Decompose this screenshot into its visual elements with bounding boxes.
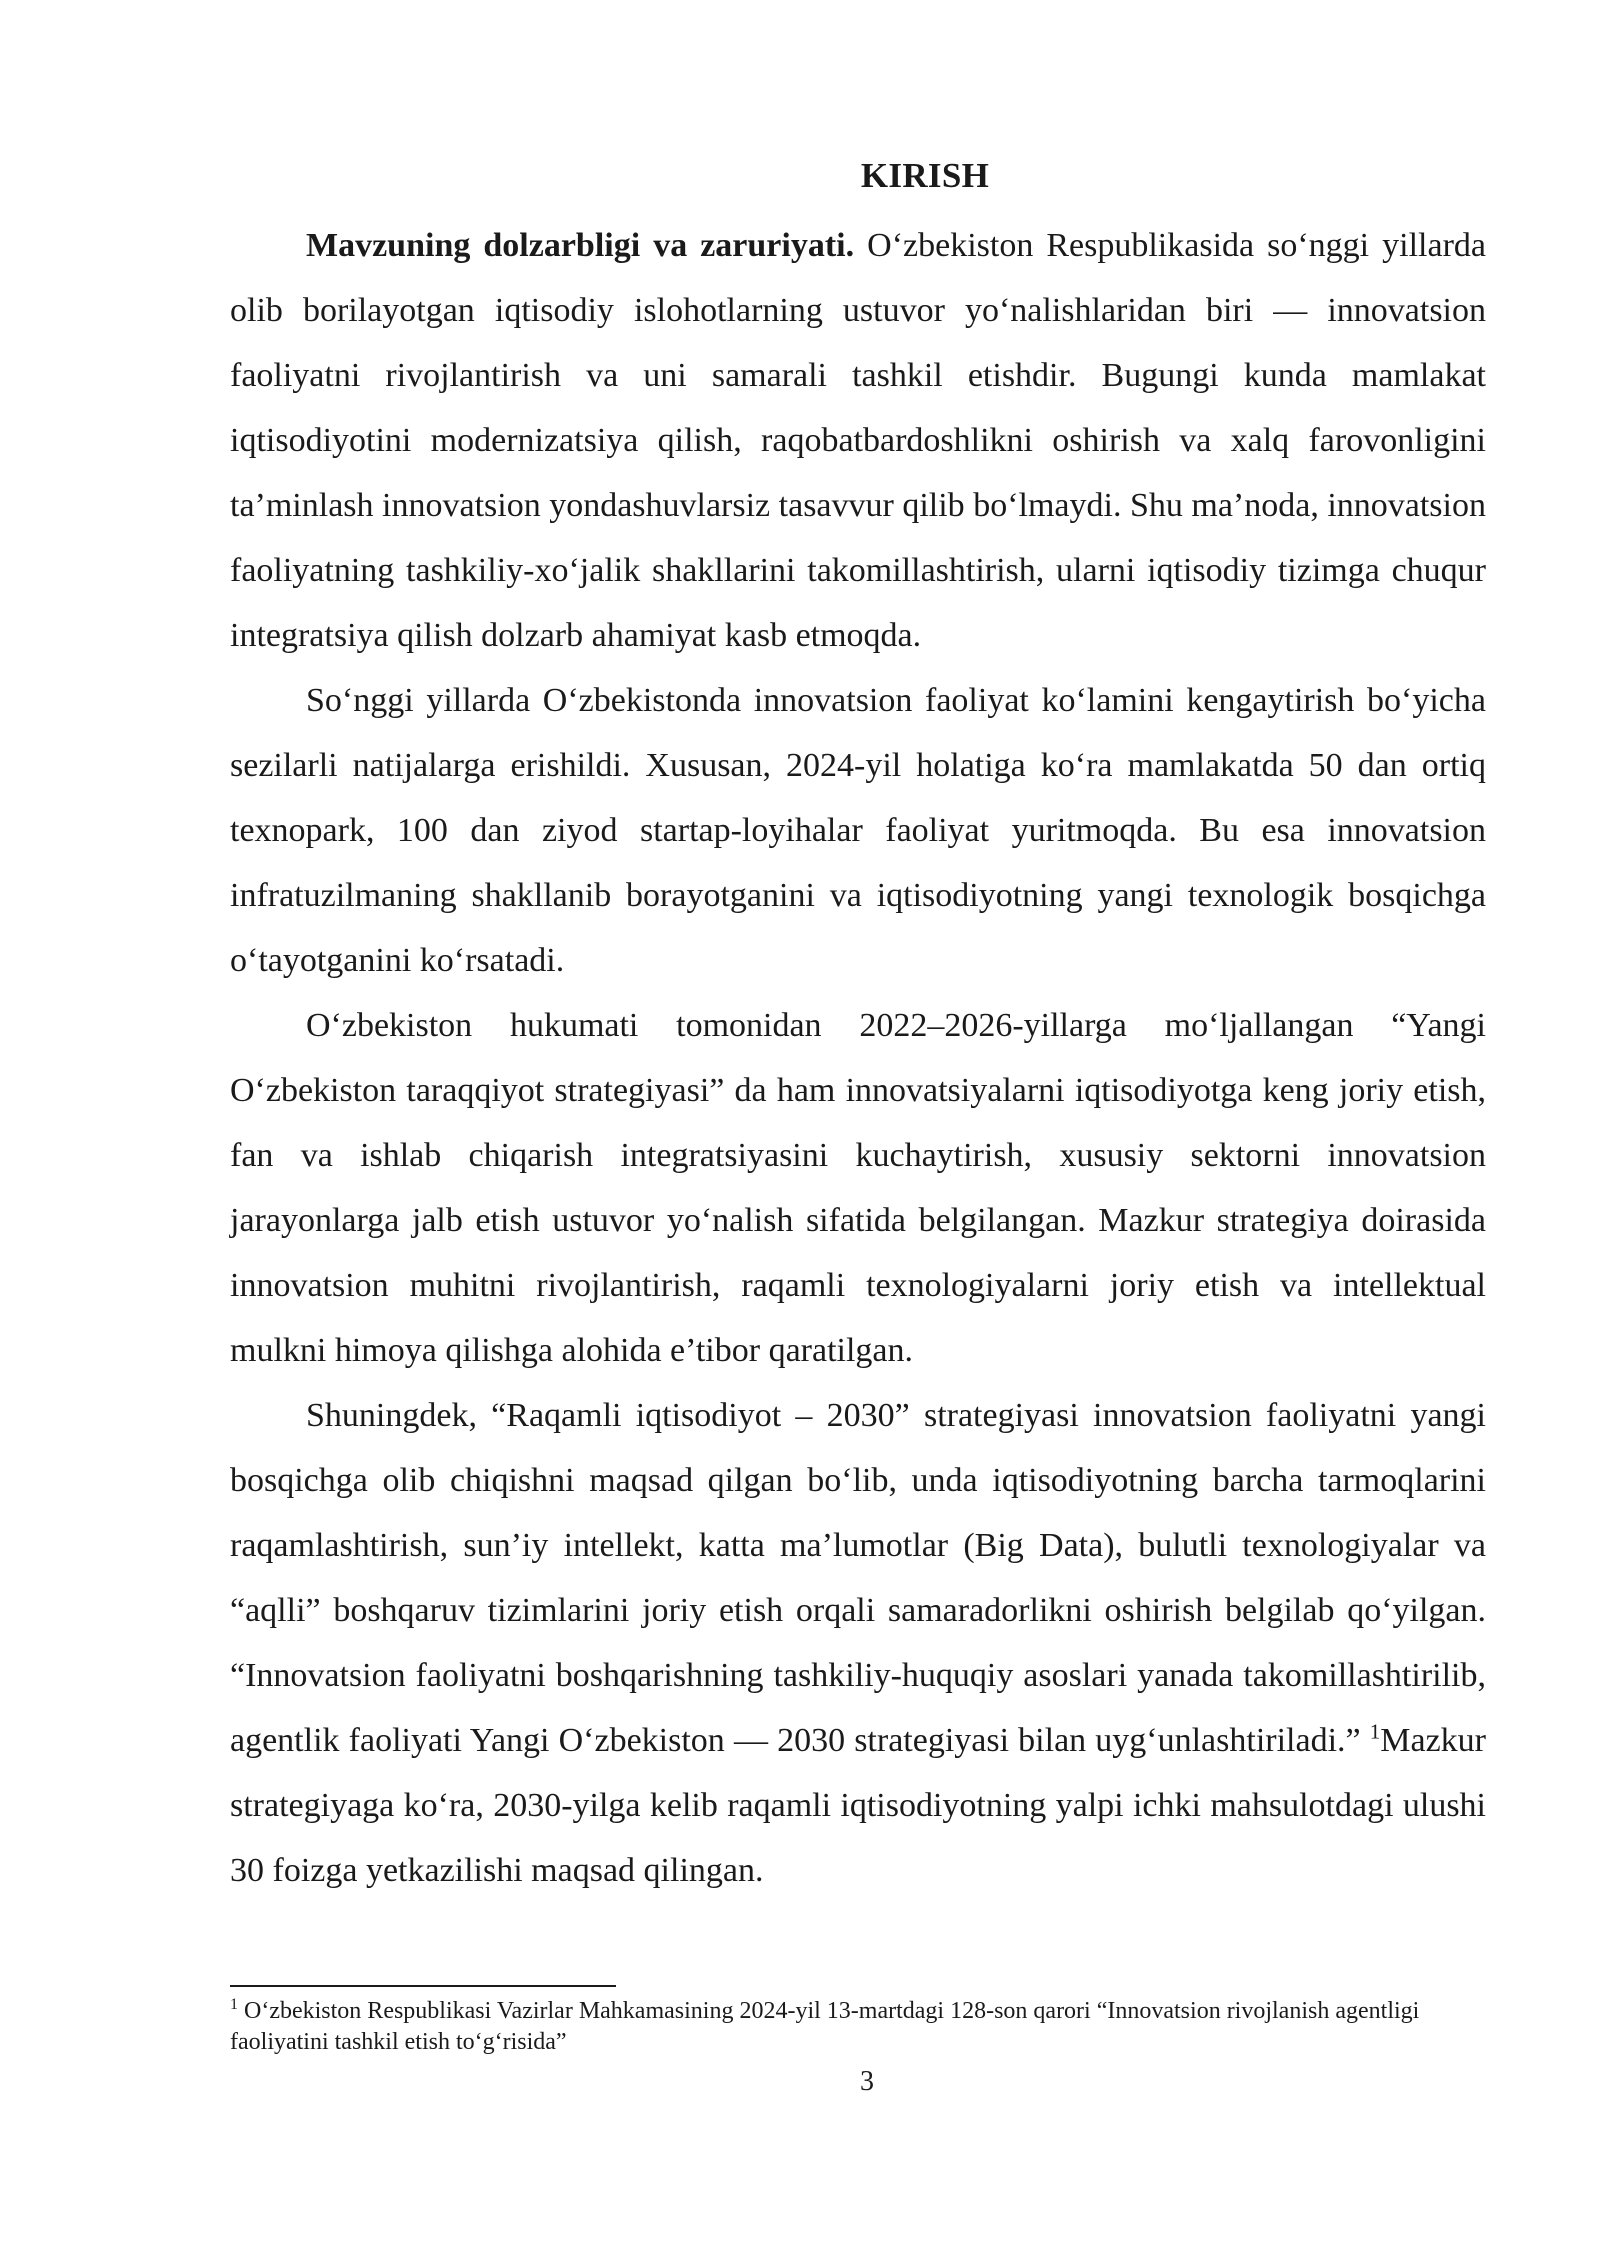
paragraph-text: O‘zbekiston Respublikasida so‘nggi yillarda olib borilayotgan iqtisodiy islohotlarning ustuvor yo‘nalishlaridan biri — innovatsion faoliyatni rivojlantirish va uni samarali tashkil etishdir. Bugungi kunda mamlakat iqtisodiyotini modernizatsiya qilish, raqobatbardoshlikni oshirish va xalq farovonligini ta’minlash innovatsion yondashuvlarsiz tasavvur qilib bo‘lmaydi. Shu ma’noda, innovatsion faoliyatning tashkiliy-xo‘jalik shakllarini takomillashtirish, ularni iqtisodiy tizimga chuqur integratsiya qilish dolzarb ahamiyat kasb etmoqda.	[230, 227, 1486, 654]
paragraph-relevance	[230, 213, 1486, 668]
paragraph-digital-economy-2030	[230, 1383, 1486, 1903]
page-number: 3	[860, 2066, 874, 2097]
footnote-number: 1	[230, 1996, 238, 2013]
paragraph-text: O‘zbekiston hukumati tomonidan 2022–2026-yillarga mo‘ljallangan “Yangi O‘zbekiston taraqqiyot strategiyasi” da ham innovatsiyalarni iqtisodiyotga keng joriy etish, fan va ishlab chiqarish integratsiyasini kuchaytirish, xususiy sektorni innovatsion jarayonlarga jalb etish ustuvor yo‘nalish sifatida belgilangan. Mazkur strategiya doirasida innovatsion muhitni rivojlantirish, raqamli texnologiyalarni joriy etish va intellektual mulkni himoya qilishga alohida e’tibor qaratilgan.	[230, 1007, 1486, 1369]
footnote	[230, 1996, 1486, 2058]
paragraph-lead-bold: Mavzuning dolzarbligi va zaruriyati.	[306, 227, 855, 264]
page-body	[230, 148, 1486, 1903]
footnote-text: O‘zbekiston Respublikasi Vazirlar Mahkamasining 2024-yil 13-martdagi 128-son qarori “Innovatsion rivojlanish agentligi faoliyatini tashkil etish to‘g‘risida”	[230, 1998, 1420, 2055]
paragraph-achievements	[230, 668, 1486, 993]
footnote-separator	[230, 1985, 616, 1987]
paragraph-text: So‘nggi yillarda O‘zbekistonda innovatsion faoliyat ko‘lamini kengaytirish bo‘yicha sezilarli natijalarga erishildi. Xususan, 2024-yil holatiga ko‘ra mamlakatda 50 dan ortiq texnopark, 100 dan ziyod startap-loyihalar faoliyat yuritmoqda. Bu esa innovatsion infratuzilmaning shakllanib borayotganini va iqtisodiyotning yangi texnologik bosqichga o‘tayotganini ko‘rsatadi.	[230, 682, 1486, 979]
paragraph-text: Shuningdek, “Raqamli iqtisodiyot – 2030” strategiyasi innovatsion faoliyatni yangi bosqichga olib chiqishni maqsad qilgan bo‘lib, unda iqtisodiyotning barcha tarmoqlarini raqamlashtirish, sun’iy intellekt, katta ma’lumotlar (Big Data), bulutli texnologiyalar va “aqlli” boshqaruv tizimlarini joriy etish orqali samaradorlikni oshirish belgilab qo‘yilgan. “Innovatsion faoliyatni boshqarishning tashkiliy-huquqiy asoslari yanada takomillashtirilib, agentlik faoliyati Yangi O‘zbekiston — 2030 strategiyasi bilan uyg‘unlashtiriladi.”	[230, 1397, 1486, 1759]
paragraph-strategy-2026	[230, 993, 1486, 1383]
footnote-reference[interactable]: 1	[1369, 1719, 1381, 1744]
paragraph-text: Mazkur strategiyaga ko‘ra, 2030-yilga kelib raqamli iqtisodiyotning yalpi ichki mahsulotdagi ulushi 30 foizga yetkazilishi maqsad qilingan.	[230, 1722, 1486, 1889]
page-title: KIRISH	[860, 156, 990, 195]
